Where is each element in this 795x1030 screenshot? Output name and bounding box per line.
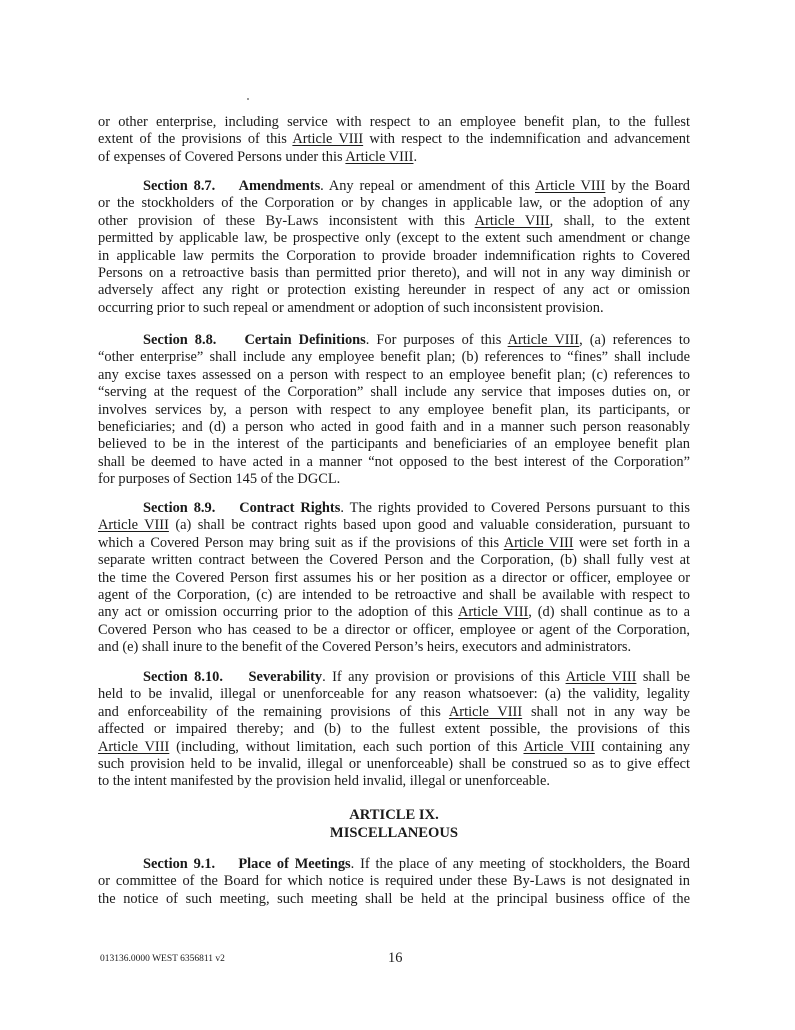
article-reference: Article VIII: [98, 738, 170, 755]
section-first-line: Section 8.10. Severability. If any provision or provisions of this Article VIII shall be: [143, 669, 690, 685]
text-line: held to be invalid, illegal or unenforceable for any reason whatsoever: (a) the validity, legality: [98, 686, 690, 703]
article-reference: Article VIII: [474, 212, 550, 229]
text-line: involves services by, a person with respect to any employee benefit plan, its participants, or: [98, 401, 690, 418]
article-title: MISCELLANEOUS: [329, 825, 459, 841]
article-reference: Article VIII: [292, 131, 364, 148]
section-number: Section 9.1.: [143, 856, 239, 872]
text-line: to the intent manifested by the provision held invalid, illegal or unenforceable.: [98, 773, 550, 790]
article-reference: Article VIII: [534, 178, 606, 194]
text-line: which a Covered Person may bring suit as if the provisions of this Article VIII were set forth in a: [98, 534, 690, 551]
article-reference: Article VIII: [345, 148, 414, 165]
section-first-line: Section 8.7. Amendments. Any repeal or amendment of this Article VIII by the Board: [143, 178, 691, 194]
section-number: Section 8.8.: [143, 332, 245, 348]
text-line: or committee of the Board for which notice is required under these By-Laws is not designated in: [98, 873, 690, 890]
section-first-line: Section 9.1. Place of Meetings. If the place of any meeting of stockholders, the Board: [143, 856, 690, 872]
article-reference: Article VIII: [503, 534, 574, 551]
text-line: believed to be in the interest of the participants and beneficiaries of an employee benefit plan: [98, 436, 690, 453]
section-title: Severability: [248, 669, 323, 685]
article-number: ARTICLE IX.: [349, 807, 439, 823]
section-8-7-amendments: [98, 178, 690, 317]
footer-document-id: 013136.0000 WEST 6356811 v2: [100, 954, 225, 964]
section-first-line: Section 8.8. Certain Definitions. For purposes of this Article VIII, (a) references to: [143, 332, 691, 348]
section-9-1-place-of-meetings: [98, 856, 690, 908]
section-number: Section 8.7.: [143, 178, 239, 194]
article-reference: Article VIII: [565, 669, 637, 685]
text-line: beneficiaries; and (d) a person who acted in good faith and in a manner such person reasonably: [98, 418, 690, 435]
section-title: Place of Meetings: [238, 856, 351, 872]
article-reference: Article VIII: [457, 604, 529, 621]
text-line: the time the Covered Person first assumes his or her position as a director or officer, employee or: [98, 569, 690, 586]
text-line: other provision of these By-Laws inconsistent with this Article VIII, shall, to the extent: [98, 212, 691, 229]
text-line: any excise taxes assessed on a person with respect to an employee benefit plan; (c) references to: [98, 366, 690, 383]
scan-speck: [247, 98, 249, 100]
article-reference: Article VIII: [98, 517, 169, 534]
article-heading: [98, 806, 690, 842]
text-line: or the stockholders of the Corporation or by changes in applicable law, or the adoption of any: [98, 195, 690, 212]
section-number: Section 8.9.: [143, 500, 240, 516]
section-title: Contract Rights: [239, 500, 341, 516]
text-line: adversely affect any right or protection existing hereunder in respect of any act or omission: [98, 282, 690, 299]
text-line: Article VIII (including, without limitation, each such portion of this Article VIII containing any: [98, 738, 690, 755]
continuation-paragraph: [98, 114, 690, 166]
article-reference: Article VIII: [523, 738, 595, 755]
text-line: or other enterprise, including service with respect to an employee benefit plan, to the fullest: [98, 114, 690, 130]
text-line: affected or impaired thereby; and (b) to the fullest extent possible, the provisions of this: [98, 721, 690, 738]
text-line: any act or omission occurring prior to the adoption of this Article VIII, (d) shall continue as to a: [98, 604, 691, 621]
section-first-line: Section 8.9. Contract Rights. The rights provided to Covered Persons pursuant to this: [143, 500, 690, 516]
text-line: and enforceability of the remaining provisions of this Article VIII shall not in any way be: [98, 703, 691, 720]
text-line: for purposes of Section 145 of the DGCL.: [98, 471, 341, 488]
text-line: of expenses of Covered Persons under this Article VIII.: [98, 148, 418, 165]
page-number: 16: [388, 950, 403, 966]
section-title: Certain Definitions: [244, 332, 366, 348]
text-line: Article VIII (a) shall be contract rights based upon good and valuable consideration, pursuant to: [98, 517, 690, 534]
text-line: Covered Person who has ceased to be a director or officer, employee or agent of the Corporation,: [98, 621, 690, 638]
text-line: “serving at the request of the Corporation” shall include any service that imposes duties on, or: [98, 384, 690, 401]
text-line: agent of the Corporation, (c) are intended to be retroactive and shall be available with respect to: [98, 586, 690, 603]
text-line: “other enterprise” shall include any employee benefit plan; (b) references to “fines” shall include: [98, 349, 690, 366]
section-8-9-contract-rights: [98, 500, 690, 657]
article-reference: Article VIII: [507, 332, 580, 348]
text-line: such provision held to be invalid, illegal or unenforceable) shall be construed so as to give effect: [98, 755, 690, 772]
section-title: Amendments: [238, 178, 321, 194]
text-line: the notice of such meeting, such meeting shall be held at the principal business office of the: [98, 890, 690, 907]
section-8-8-certain-definitions: [98, 332, 690, 489]
text-line: Persons on a retroactive basis than permitted prior thereto), and will not in any way diminish or: [98, 264, 690, 281]
text-line: and (e) shall inure to the benefit of the Covered Person’s heirs, executors and administrators.: [98, 639, 632, 656]
text-line: in applicable law permits the Corporation to provide broader indemnification rights to Covered: [98, 247, 690, 264]
text-line: permitted by applicable law, be prospective only (except to the extent such amendment or change: [98, 230, 690, 247]
article-reference: Article VIII: [448, 703, 523, 720]
text-line: occurring prior to such repeal or amendment or adoption of such inconsistent provision.: [98, 299, 604, 316]
section-number: Section 8.10.: [143, 669, 249, 685]
text-line: separate written contract between the Covered Person and the Corporation, (b) shall fully vest at: [98, 552, 690, 569]
text-line: extent of the provisions of this Article VIII with respect to the indemnification and advancement: [98, 131, 690, 148]
text-line: shall be deemed to have acted in a manner “not opposed to the best interest of the Corporation”: [98, 453, 690, 470]
section-8-10-severability: [98, 669, 690, 791]
